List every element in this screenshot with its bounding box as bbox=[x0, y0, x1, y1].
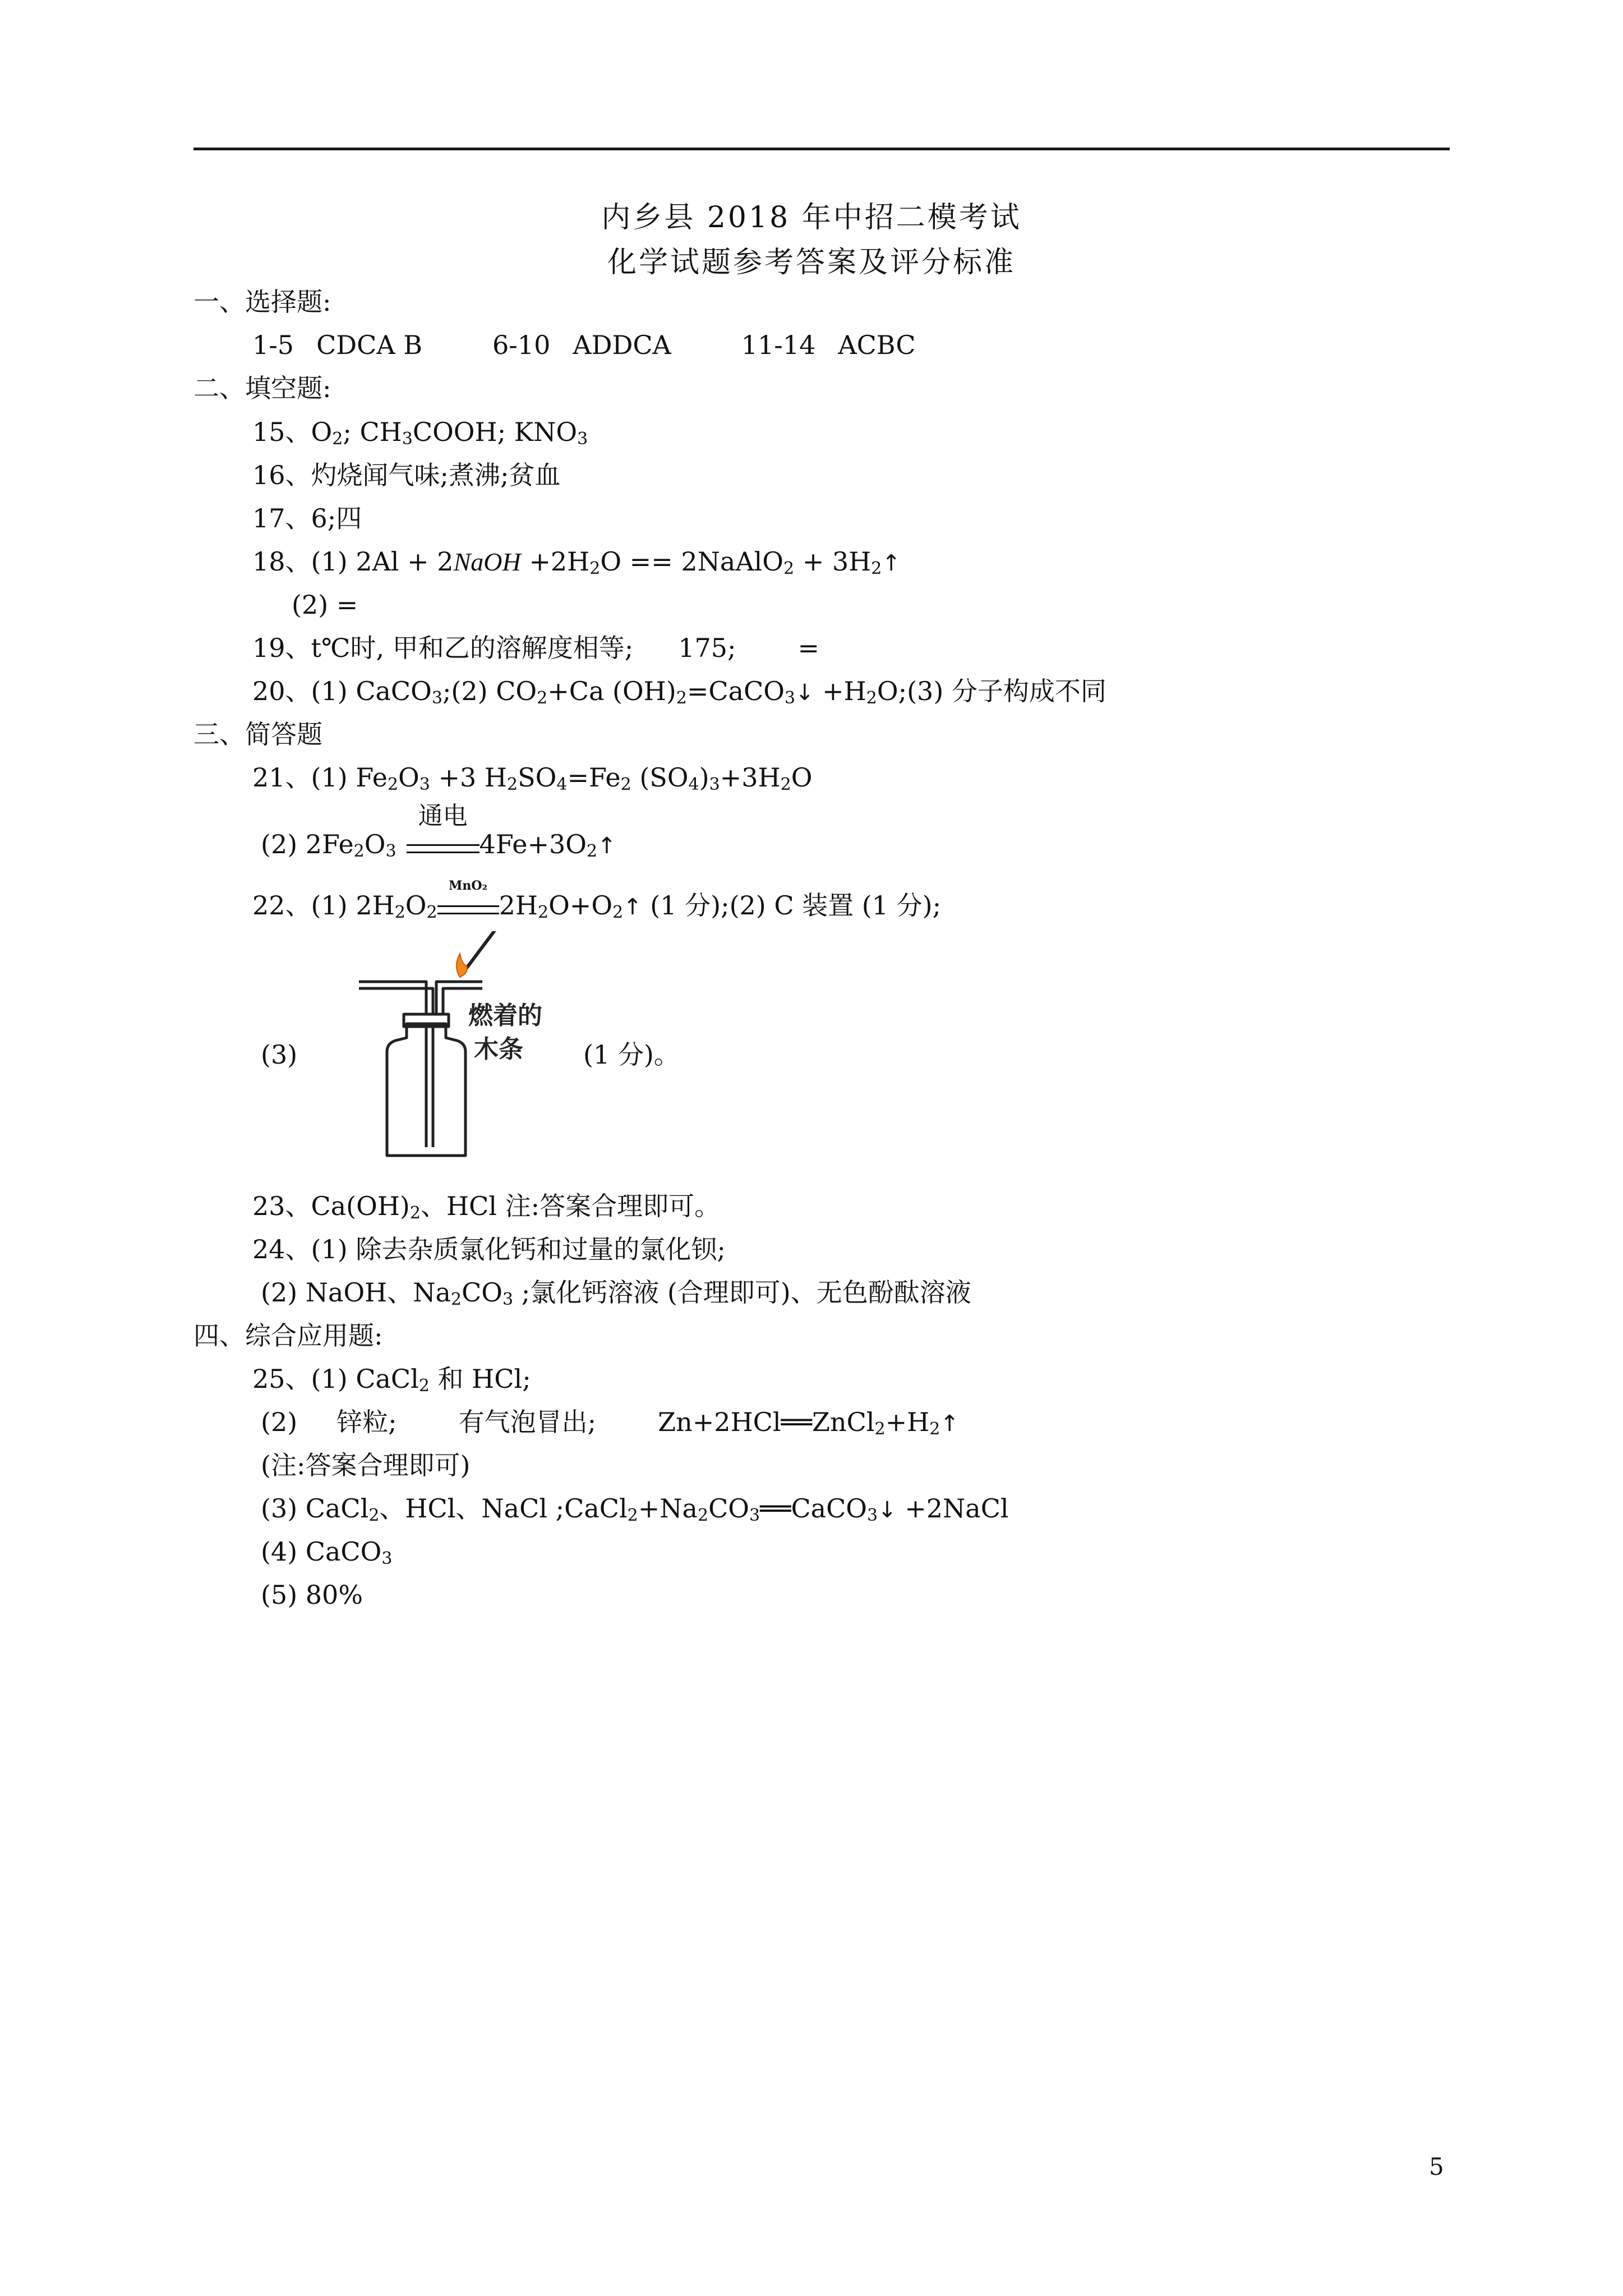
figure-label-line2: 木条 bbox=[474, 1035, 523, 1064]
answer-line-21-1: 21、(1) $Fe_2O_3 +3$ $H_2SO_4=Fe_2$ $(SO_4)_3+3H_2O$ bbox=[252, 762, 813, 794]
gas-arrow-icon: ↑ bbox=[597, 833, 616, 859]
gas-arrow-icon: ↑ bbox=[940, 1411, 959, 1437]
answer-line-22: 22、(1) $2H_2O_2$ MnO₂ $2H_2O+O_2↑$ (1 分);(2) C 装置 (1 分); bbox=[252, 889, 941, 924]
answer-line-20: 20、(1) CaCO$_3$;(2) $CO_2+Ca$ $(OH)_2=CaCO_3↓$ $+H_2O;(3)$ 分子构成不同 bbox=[252, 674, 1106, 710]
answer-line-16: 16、灼烧闻气味;煮沸;贫血 bbox=[252, 460, 561, 490]
header-rule bbox=[193, 148, 1450, 150]
answer-line-15: 15、$O_2$; $CH_3COOH$; $KNO_3$ bbox=[252, 417, 588, 449]
section-heading-short-answer: 三、简答题 bbox=[193, 719, 322, 749]
answer-line-25-3: (3) CaCl$_2$、HCl、NaCl $;CaCl_2+Na_2CO_3══CaCO_3↓$ +2NaCl bbox=[261, 1492, 1009, 1527]
flame-icon bbox=[457, 954, 467, 977]
document-title: 内乡县 2018 年中招二模考试 bbox=[601, 201, 1022, 234]
answer-line-22-3-pre: (3) bbox=[261, 1039, 298, 1070]
answer-line-24-1: 24、(1) 除去杂质氯化钙和过量的氯化钡; bbox=[252, 1234, 726, 1264]
answer-line-17: 17、6;四 bbox=[252, 503, 362, 533]
wooden-splint-icon bbox=[463, 931, 496, 973]
page-number: 5 bbox=[1429, 2153, 1444, 2180]
reaction-condition: 通电 bbox=[407, 834, 479, 853]
document-subtitle: 化学试题参考答案及评分标准 bbox=[607, 246, 1016, 279]
left-tube bbox=[359, 982, 433, 1015]
answer-line-19: 19、t℃时, 甲和乙的溶解度相等; 175; = bbox=[252, 633, 820, 663]
answer-line-1: 1-5 CDCA B 6-10 ADDCA 11-14 ACBC bbox=[252, 330, 916, 360]
figure-label-line1: 燃着的 bbox=[468, 1001, 542, 1030]
answer-line-25-note: (注:答案合理即可) bbox=[261, 1450, 471, 1480]
catalyst-condition: MnO₂ bbox=[437, 895, 499, 914]
answer-line-25-2: (2) 锌粒; 有气泡冒出; $Zn+2HCl══ZnCl_2+H_2↑$ bbox=[261, 1405, 959, 1441]
section-heading-fill: 二、填空题: bbox=[193, 373, 331, 403]
answer-line-24-2: (2) NaOH、$Na_2CO_3$ ;氯化钙溶液 (合理即可)、无色酚酞溶液 bbox=[261, 1277, 971, 1309]
answer-line-23: 23、$Ca(OH)_2$、HCl 注:答案合理即可。 bbox=[252, 1191, 721, 1223]
answer-line-18-2: (2) = bbox=[292, 590, 358, 620]
answer-line-18-1: 18、(1) 2Al + 2NaOH $+2H_2O$ == 2NaAlO$_2$ + $3H_2↑$ bbox=[252, 545, 901, 580]
section-heading-choice: 一、选择题: bbox=[193, 287, 331, 317]
answer-line-25-4: (4) CaCO$_3$ bbox=[261, 1536, 393, 1568]
answer-line-22-3-post: (1 分)。 bbox=[583, 1039, 680, 1070]
answer-line-25-5: (5) 80% bbox=[261, 1580, 363, 1610]
answer-line-25-1: 25、(1) CaCl$_2$ 和 HCl; bbox=[252, 1364, 531, 1396]
gas-bottle-figure bbox=[348, 931, 617, 1167]
gas-arrow-icon: ↑ bbox=[623, 894, 642, 920]
inner-tube bbox=[426, 1027, 433, 1147]
gas-arrow-icon: ↑ bbox=[882, 550, 901, 576]
section-heading-application: 四、综合应用题: bbox=[193, 1320, 383, 1351]
precipitate-arrow-icon: ↓ bbox=[795, 680, 814, 706]
answer-line-21-2: (2) $2Fe_2O_3$ 通电 $4Fe+3O_2↑$ bbox=[261, 827, 616, 863]
precipitate-arrow-icon: ↓ bbox=[878, 1497, 897, 1523]
